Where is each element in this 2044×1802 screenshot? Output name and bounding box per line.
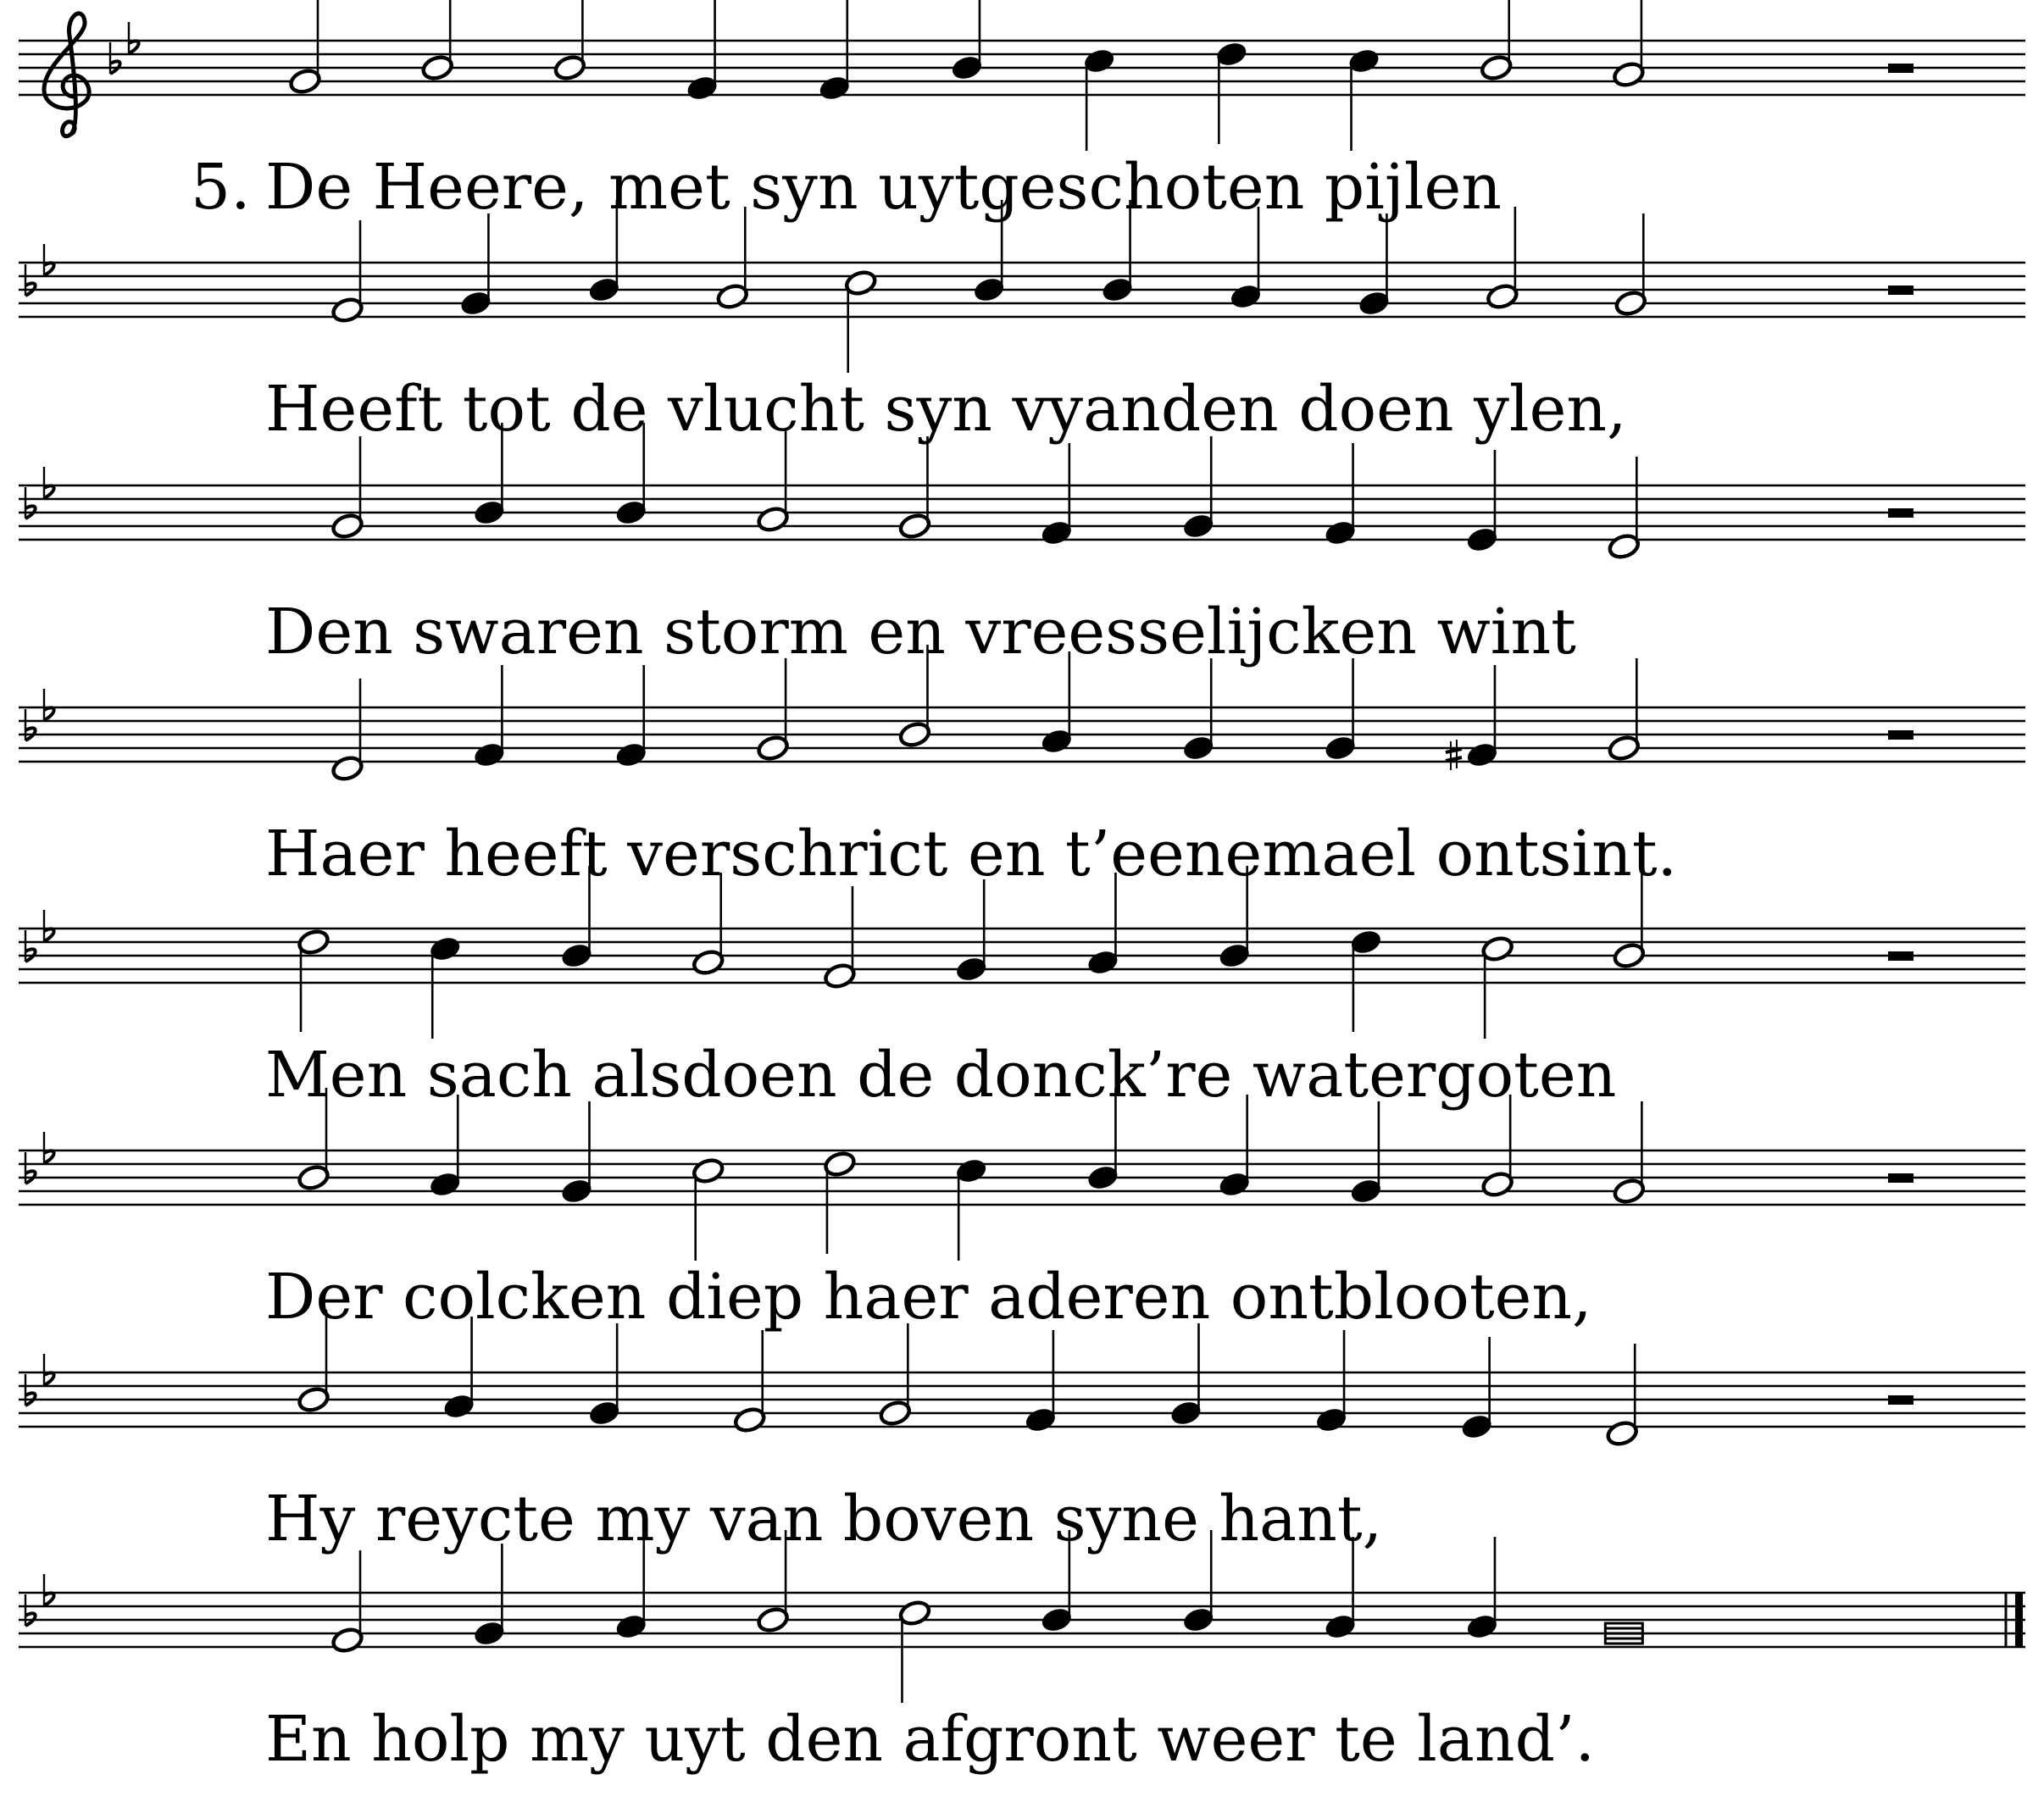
- note: [1024, 1330, 1058, 1434]
- note: [1082, 47, 1116, 151]
- lyric-line-4: Haer heeft verschrict en t’eenemael ontsint.: [265, 818, 1678, 890]
- half-rest-icon: [1888, 286, 1913, 295]
- verse-number: 5.: [191, 151, 251, 224]
- note: [1607, 457, 1641, 561]
- sharp-sign: [1446, 740, 1462, 770]
- half-rest-icon: [1888, 1173, 1913, 1183]
- note: [428, 934, 462, 1039]
- flat-e-icon-bowl: [44, 1151, 54, 1163]
- sharp-stroke: [1446, 749, 1462, 752]
- note: [587, 1323, 621, 1428]
- note: [1349, 1101, 1383, 1206]
- note: [1607, 658, 1641, 762]
- note: [954, 879, 988, 984]
- note: [1347, 47, 1381, 151]
- lyric-line-3: Den swaren storm en vreesselijcken wint: [265, 596, 1576, 668]
- half-rest-icon: [1888, 64, 1913, 73]
- note: [1465, 1537, 1499, 1641]
- note: [1169, 1323, 1203, 1428]
- note: [459, 213, 493, 318]
- note: [1324, 443, 1358, 547]
- lyric-line-8: En holp my uyt den afgront weer te land’.: [265, 1703, 1595, 1776]
- staff-system-4: [19, 645, 2025, 890]
- note: [1040, 443, 1074, 547]
- note: [1605, 1344, 1639, 1448]
- note: [823, 886, 857, 990]
- note: [692, 1156, 725, 1261]
- note: [733, 1330, 767, 1434]
- half-rest-icon: [1888, 508, 1913, 518]
- note: [818, 0, 852, 103]
- note: [1181, 658, 1215, 762]
- treble-clef-icon: [44, 14, 89, 136]
- note: [1314, 1330, 1348, 1434]
- staff-system-2: [19, 200, 2025, 446]
- lyric-line-1: De Heere, met syn uytgeschoten pijlen: [265, 151, 1502, 224]
- note: [297, 928, 330, 1032]
- note: [1605, 1623, 1642, 1644]
- note: [1614, 213, 1647, 318]
- note: [1324, 658, 1358, 762]
- note: [472, 1544, 506, 1648]
- note: [878, 1323, 912, 1428]
- note: [330, 220, 364, 324]
- half-rest-icon: [1888, 730, 1913, 740]
- flat-e-icon-bowl: [44, 1593, 54, 1605]
- note: [844, 269, 878, 373]
- note: [898, 1599, 932, 1703]
- flat-e-icon-bowl: [44, 263, 54, 275]
- note: [330, 436, 364, 541]
- staff-system-1: [19, 0, 2025, 224]
- flat-e-icon-bowl: [44, 707, 54, 720]
- staff-system-7: [19, 1310, 2025, 1555]
- note: [686, 0, 719, 103]
- note: [1349, 928, 1383, 1032]
- note: [560, 1101, 594, 1206]
- flat-e-icon-bowl: [44, 929, 54, 941]
- note: [330, 679, 364, 783]
- note: [1446, 665, 1499, 770]
- staff-system-3: [19, 423, 2025, 668]
- half-rest-icon: [1888, 1395, 1913, 1405]
- flat-e-icon-bowl: [44, 1372, 54, 1385]
- note: [1480, 934, 1514, 1039]
- note: [1460, 1337, 1494, 1441]
- final-barline: [2015, 1593, 2023, 1647]
- lyric-line-7: Hy reycte my van boven syne hant,: [265, 1483, 1383, 1555]
- lyric-line-6: Der colcken diep haer aderen ontblooten,: [265, 1261, 1592, 1333]
- note: [954, 1156, 988, 1261]
- sharp-stroke: [1446, 757, 1462, 761]
- note: [1612, 1101, 1646, 1206]
- note: [823, 1150, 857, 1254]
- note: [472, 665, 506, 769]
- note: [330, 1550, 364, 1655]
- note: [614, 665, 648, 769]
- staff-system-8: [19, 1530, 2025, 1776]
- flat-e-icon-bowl: [44, 485, 54, 498]
- note: [1214, 40, 1248, 144]
- staff-system-6: [19, 1088, 2025, 1333]
- staff-system-5: [19, 866, 2025, 1112]
- note: [756, 658, 790, 762]
- lyric-line-2: Heeft tot de vlucht syn vyanden doen ylen,: [265, 373, 1627, 446]
- half-rest-icon: [1888, 951, 1913, 961]
- note: [1465, 450, 1499, 554]
- lyric-line-5: Men sach alsdoen de donck’re watergoten: [265, 1039, 1617, 1112]
- note: [1358, 213, 1391, 318]
- flat-e-icon-bowl: [129, 41, 139, 53]
- note: [1612, 0, 1646, 89]
- note: [898, 436, 932, 541]
- note: [288, 0, 322, 96]
- note: [1181, 436, 1215, 541]
